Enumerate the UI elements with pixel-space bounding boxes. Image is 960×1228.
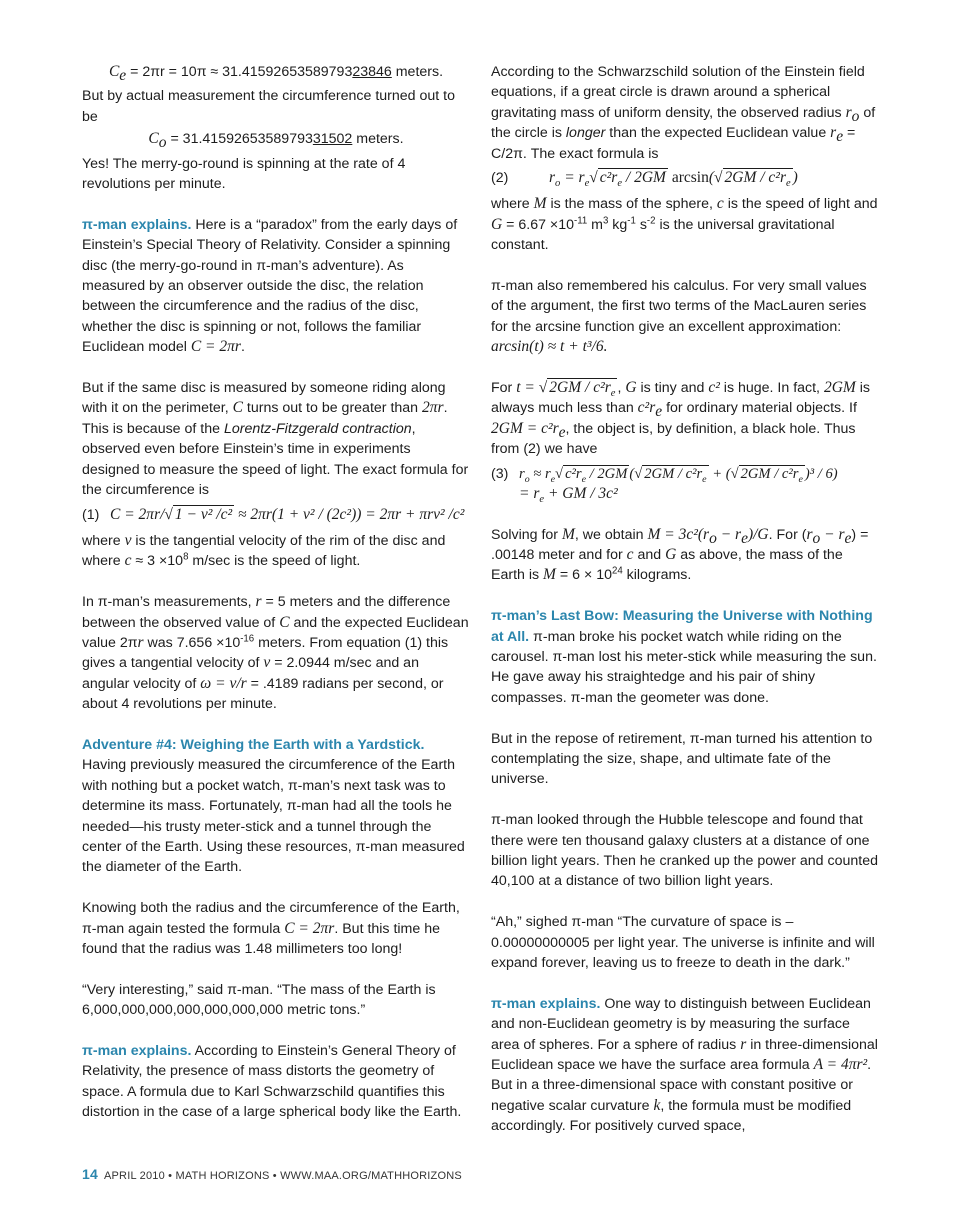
paragraph-mass-earth [491,525,879,586]
eq-unit: meters. [352,131,404,148]
eq-sub: o [555,178,561,190]
paragraph [82,898,470,959]
eq-sub: e [617,178,623,190]
equation-body [519,484,618,504]
text: According to Einstein’s General Theory of Relativity, the presence of mass distorts the geometry of space. A formula due to Karl Schwarzschild quantifies this distortion in the case of a large spherical body like the Earth. [82,1042,462,1121]
eq-unit: meters. [391,64,444,80]
left-column [82,62,470,1143]
text: , the formula must be modified accordingly. For positively curved space, [491,1097,852,1135]
text: Here is a “paradox” from the early days of Einstein’s Special Theory of Relativity. Consider a spinning disc (the merry-go-round in π-man’s adventure). As measured by an observer outside the disc, the relation between the circumference and the radius of the disc, whether the disc is spinning or not, follows the familiar Euclidean model [82,216,458,356]
section-heading: π-man explains. [491,995,601,1012]
paragraph [82,531,470,572]
eq-part: + GM / 3c² [544,485,618,503]
text: was 7.656 ×10 [143,634,241,651]
equation-number: (3) [491,465,509,482]
text: ) = .00148 meter and for [491,526,869,563]
text: m/sec is the speed of light. [188,553,361,570]
formula: r [845,103,852,121]
text: is tiny and [636,380,709,397]
eq-function: arcsin [667,169,709,187]
formula: )/G [747,525,769,543]
subscript: o [709,529,717,547]
paragraph: π-man looked through the Hubble telescope and found that there were ten thousand galaxy clusters at a distance of one billion light years. Then he cranked up the power and counted 40,100 at a distance of two billion light years. [491,812,878,890]
eq-var: C [148,130,159,148]
text: is the speed of light and [723,196,878,213]
formula: M [561,525,575,543]
text: in three-dimensional Euclidean space we have the surface area formula [491,1036,878,1073]
paragraph [491,194,879,255]
section-adventure-4 [82,735,470,878]
page-footer [82,1166,462,1182]
paragraph: But by actual measurement the circumference turned out to be [82,88,456,125]
subscript: e [558,423,566,441]
subscript: e [836,128,844,146]
formula: k [653,1096,661,1114]
equation-1 [82,505,470,525]
text: than the expected Euclidean value [605,125,831,142]
text: π-man also remembered his calculus. For very small values of the argument, the first two terms of the MacLauren series for the arcsine function give an excellent approximation: [491,278,867,335]
formula: r [830,124,837,142]
text: meters. From equation (1) this gives a tangential velocity of [82,634,449,672]
eq-radicand: c²r [599,169,618,187]
text: = 5 meters and the difference between the observed value of [82,594,451,631]
formula: r [806,525,813,543]
paragraph-quote: “Ah,” sighed π-man “The curvature of space is –0.00000000005 per light year. The universe is infinite and will expand forever, leaving us to freeze to death in the dark.” [491,914,875,971]
text: of the circle is [491,104,876,142]
equation-co [82,129,470,152]
section-pi-man-explains-1 [82,215,470,358]
text: = 6.67 ×10 [502,216,574,233]
text: . But in a three-dimensional space with constant positive or negative scalar curvature [491,1056,872,1114]
text: . This is because of the [82,400,448,437]
eq-sub: e [798,473,803,485]
eq-underlined-digits: 31502 [312,131,353,148]
text: One way to distinguish between Euclidean and non-Euclidean geometry is by measuring the surface area of spheres. For a sphere of radius [491,995,871,1053]
section-heading: π-man’s Last Bow: Measuring the Universe with Nothing at All. [491,608,873,645]
text: is the tangential velocity of the rim of the disc and where [82,532,446,570]
subscript: e [844,529,852,547]
footer-text: APRIL 2010 • MATH HORIZONS • WWW.MAA.ORG/MATHHORIZONS [103,1170,462,1182]
eq-radicand: / 2GM [586,465,628,482]
formula: C [279,613,290,631]
section-last-bow [491,606,879,708]
text: Knowing both the radius and the circumference of the Earth, π-man again tested the formula [82,900,460,937]
text: and [633,546,666,563]
eq-sub: e [119,66,127,84]
superscript: 3 [602,215,609,227]
text: kg [608,216,628,233]
paragraph-quote: “Very interesting,” said π-man. “The mass of the Earth is 6,000,000,000,000,000,000,000 metric tons.” [82,981,436,1019]
text: Solving for [491,526,562,543]
eq-part: r [549,169,556,187]
text: turns out to be greater than [242,400,423,417]
eq-part: r [519,465,525,482]
text: , we obtain [574,526,648,543]
eq-sub: e [581,473,587,485]
text: For [491,380,517,397]
formula: 2πr [422,399,444,417]
formula: 2GM = c²r [491,419,559,437]
eq-sub: e [539,494,545,506]
superscript: 24 [611,565,623,577]
formula: C = 2πr [190,338,241,356]
section-pi-man-explains-2 [82,1041,470,1123]
paragraph-calculus [491,276,879,358]
superscript: 8 [183,551,189,563]
paragraph-black-hole: For t = √ $2GM / c^2r_e$ , G is tiny and c² is huge. In fact, 2GM is always much less than $c^2r_e$ for ordinary material objects. If $2GM = c^2r_e$, the object is, by definition, a black hole. Thus from (2) we have [491,379,870,458]
formula: C [232,399,243,417]
formula: c² [708,379,720,397]
text: kilograms. [622,567,692,584]
eq-part: + [708,465,726,482]
formula: c [716,195,724,213]
text: for ordinary material objects. If [662,400,857,417]
italic-term: Lorentz-Fitzgerald contraction [223,420,412,437]
text: = C/2π. The exact formula is [491,125,856,162]
superscript: -11 [574,215,588,227]
eq-sub: e [610,388,616,400]
italic-term: longer [565,125,606,142]
formula: M = 3c²(r [647,525,710,543]
text: = 2.0944 m/sec and an angular velocity of [82,655,419,692]
eq-part: = r [519,485,540,503]
text: where [82,532,125,549]
formula: G [625,379,637,397]
text: , the object is, by definition, a black hole. Thus from (2) we have [491,420,856,458]
section-heading: π-man explains. [82,1042,192,1059]
superscript: -16 [240,633,255,645]
text: as above, the mass of the Earth is [491,546,843,584]
eq-radicand: 2GM / c²r [724,169,786,187]
eq-radicand: 2GM / c²r [740,465,799,482]
eq-text: = 31.41592653589793 [166,131,313,148]
formula: r [255,593,262,611]
eq-text: = 2πr = 10π ≈ 31.41592653589793 [126,64,353,80]
text: is the mass of the sphere, [546,196,717,213]
text: According to the Schwarzschild solution of the Einstein field equations, if a great circle is drawn around a spherical gravitating mass of uniform density, the observed radius [491,64,865,121]
formula: A = 4πr² [813,1055,868,1073]
formula: M [543,566,556,584]
formula: ω = v/r [200,674,247,692]
formula: G [665,545,677,563]
text: where [491,196,534,213]
eq-radicand: 1 − v² /c² [174,505,233,523]
section-pi-man-explains-3 [491,994,879,1137]
paragraph: Yes! The merry-go-round is spinning at the rate of 4 revolutions per minute. [82,155,406,193]
equation-2 [491,168,879,188]
text: In π-man’s measurements, [82,594,256,611]
equation-body: C = 2πr/√ 1 − v² /c² ≈ 2πr(1 + v² / (2c²)) = 2πr + πrv² /c² [110,505,465,523]
equation-3 [491,464,879,484]
formula: c [124,552,132,570]
equation-ce [82,62,470,82]
eq-radicand: 2GM / c²r [549,379,611,397]
formula: v [124,531,132,549]
text: and the expected Euclidean value 2π [82,614,469,651]
formula: c [626,545,634,563]
equation-number: (1) [82,506,100,523]
text: s [635,216,647,233]
text: . [240,339,245,356]
paragraph-lorentz [82,378,470,500]
text: , [617,380,626,397]
text: ≈ 3 ×10 [131,553,184,570]
formula: v [263,654,271,672]
subscript: e [741,529,748,547]
eq-radicand: / 2GM [622,169,666,187]
formula: r [740,1035,747,1053]
text: is huge. In fact, [719,380,824,397]
eq-sub: e [584,178,590,190]
text: . But this time he found that the radius was 1.48 millimeters too long! [82,920,440,957]
paragraph [82,592,470,714]
formula: 2GM [823,379,856,397]
equation-3-line-2 [491,484,879,504]
eq-radicand: c²r [565,465,582,482]
page-number: 14 [82,1166,98,1182]
text: But if the same disc is measured by someone riding along with it on the perimeter, [82,380,446,417]
superscript: -2 [646,215,656,227]
eq-sub: e [550,473,556,485]
right-column [491,62,879,1157]
eq-part: ≈ r [529,465,551,482]
formula: G [491,215,503,233]
formula: r [137,633,144,651]
formula: − r [820,525,845,543]
equation-body: $r_o \approx r_e√$ $c^2r_e / 2GM$ (√ $2GM / c^2r_e$ + (√ $2GM / c^2r_e$ )³ / 6) [519,465,838,485]
text: is always much less than [491,380,870,417]
eq-sub: o [524,473,530,485]
superscript: -1 [627,215,636,227]
eq-part: ≈ 2πr(1 + v² / (2c²)) = 2πr + πrv² /c² [234,505,465,523]
section-heading: Adventure #4: Weighing the Earth with a Yardstick. [82,736,425,753]
eq-var: C [108,63,120,80]
equation-number: (2) [491,170,509,187]
formula: arcsin(t) ≈ t + t³/6. [491,338,608,356]
formula: − r [716,525,742,543]
equation-body: $r_o = r_e√$ $c^2r_e / 2GM$ arcsin(√ $2GM / c^2r_e$ ) [549,169,798,190]
text: π-man broke his pocket watch while riding on the carousel. π-man lost his meter-stick while measuring the sun. He gave away his straightedge and his pair of shiny compasses. π-man the geometer was done. [491,628,877,706]
text: = 6 × 10 [555,567,612,584]
subscript: e [655,403,663,421]
formula: C = 2πr [284,919,335,937]
text: . For ( [768,526,807,543]
text: Having previously measured the circumference of the Earth with nothing but a pocket watch, π-man’s next task was to determine its mass. Fortunately, π-man had all the tools he needed—his trusty meter-stick and a tunnel through the center of the Earth. Using these resources, π-man measured the diameter of the Earth. [82,757,465,876]
text: = .4189 radians per second, or about 4 revolutions per minute. [82,675,444,713]
paragraph-schwarzschild [491,62,879,164]
subscript: o [812,529,821,547]
eq-part: C = 2πr/ [110,505,165,523]
eq-sub: e [785,178,791,190]
eq-radicand: 2GM / c²r [644,465,703,482]
text: m [587,216,603,233]
subscript: o [851,107,860,125]
eq-part: )³ / 6) [804,465,838,482]
eq-underlined-digits: 23846 [352,64,392,80]
text: is the universal gravitational constant. [491,216,835,254]
eq-sub: o [158,134,167,152]
formula: M [533,195,547,213]
eq-sub: e [702,473,707,485]
paragraph: But in the repose of retirement, π-man turned his attention to contemplating the size, shape, and ultimate fate of the universe. [491,730,873,788]
section-heading: π-man explains. [82,216,192,233]
eq-part: = r [560,169,585,187]
text: , observed even before Einstein’s time in experiments designed to measure the speed of light. The exact formula for the circumference is [82,420,469,499]
formula: c²r [637,399,656,417]
formula: t = [516,379,539,397]
